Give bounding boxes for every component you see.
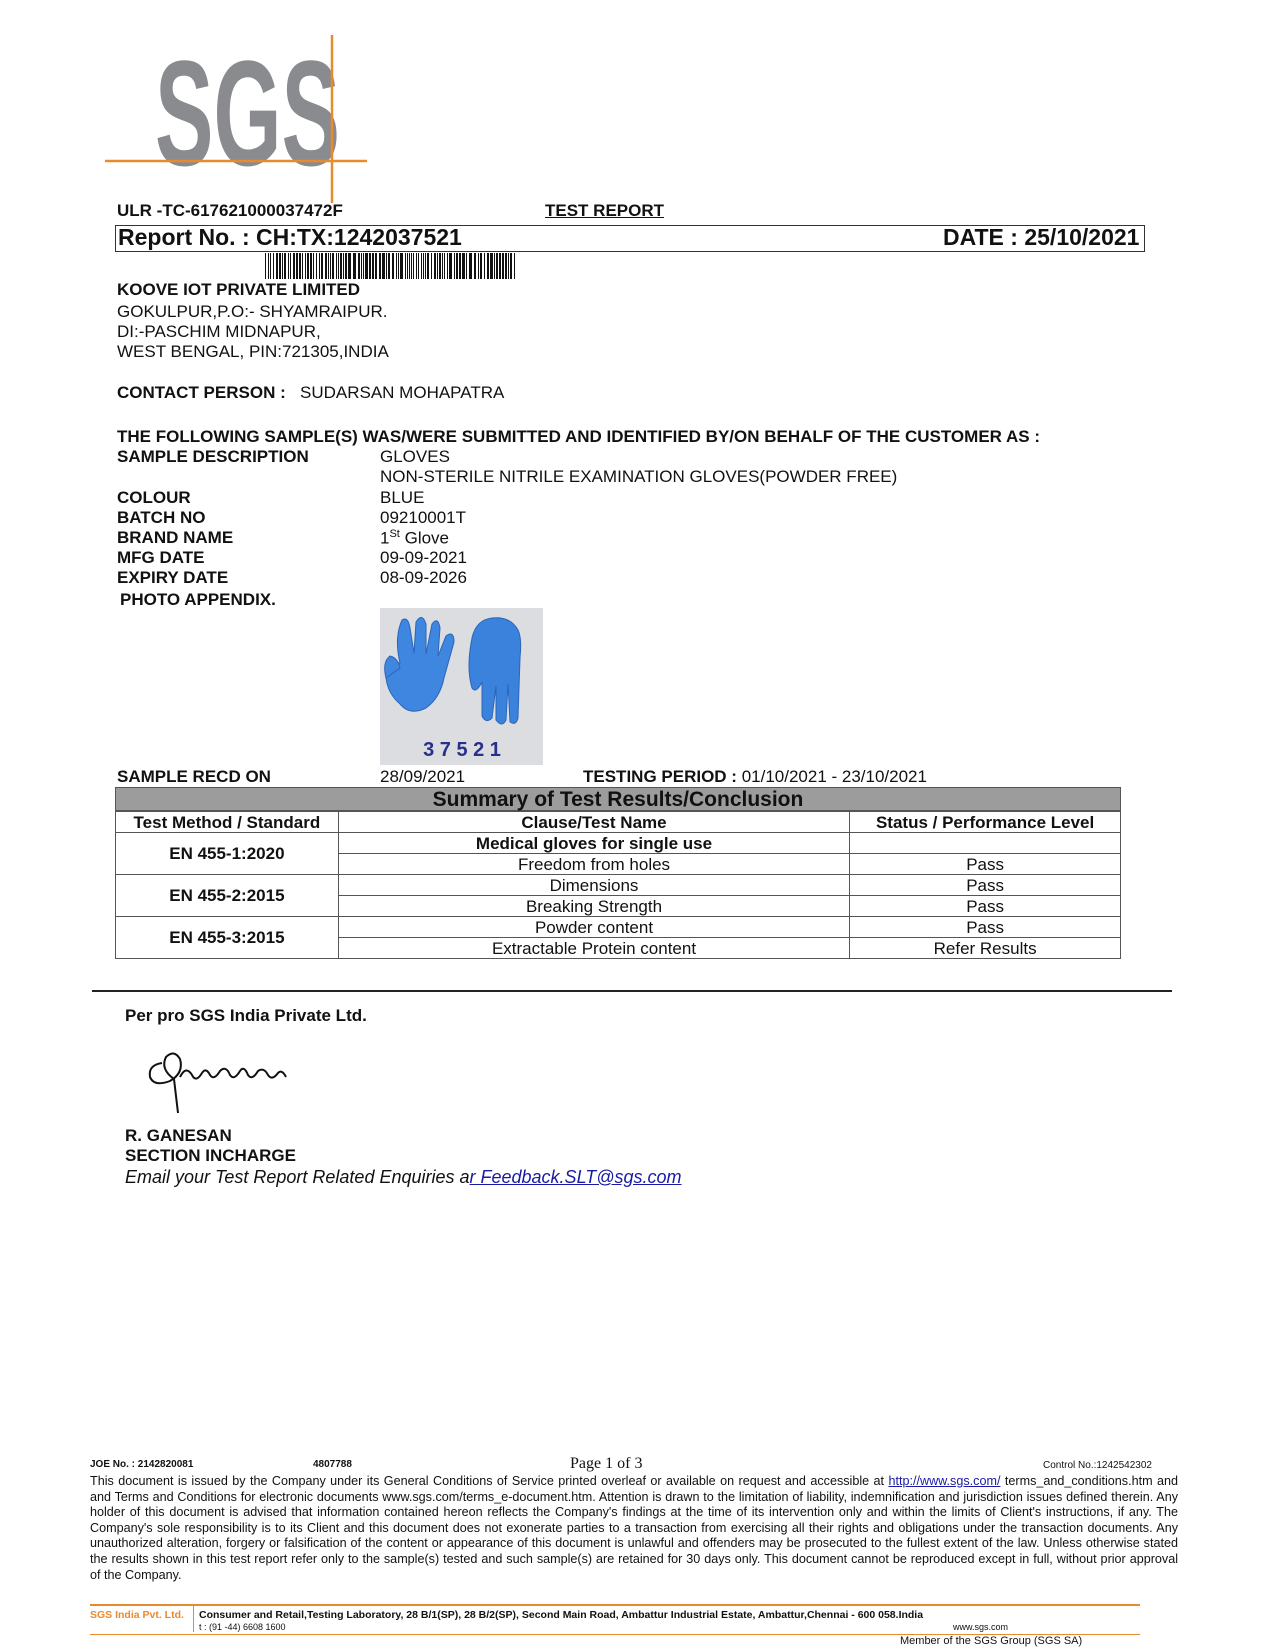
barcode-bar	[273, 253, 274, 279]
footer-rule	[90, 1604, 1140, 1606]
barcode-bar	[293, 253, 295, 279]
barcode-bar	[454, 253, 455, 279]
company-name: KOOVE IOT PRIVATE LIMITED	[117, 280, 361, 299]
barcode-bar	[386, 253, 387, 279]
barcode-bar	[499, 253, 501, 279]
barcode-bar	[480, 253, 482, 279]
batch-label: BATCH NO	[117, 508, 206, 527]
barcode-bar	[437, 253, 438, 279]
barcode-bar	[425, 253, 426, 279]
barcode-bar	[444, 253, 445, 279]
barcode-bar	[416, 253, 417, 279]
method-cell: EN 455-3:2015	[116, 917, 339, 959]
barcode-bar	[447, 253, 448, 279]
page-of: of	[613, 1455, 635, 1472]
website: www.sgs.com	[953, 1622, 1009, 1632]
barcode-bar	[494, 253, 495, 279]
barcode-bar	[462, 253, 465, 279]
email-enquiries	[125, 1167, 682, 1188]
batch-value: 09210001T	[380, 508, 467, 527]
barcode-bar	[276, 253, 278, 279]
barcode-bar	[487, 253, 489, 279]
brand-value-sup: St	[389, 528, 400, 540]
barcode-bar	[508, 253, 509, 279]
contact-person-label: CONTACT PERSON :	[117, 383, 286, 402]
section-divider	[92, 990, 1172, 992]
barcode-bar	[288, 253, 289, 279]
contact-person-value: SUDARSAN MOHAPATRA	[300, 383, 505, 402]
header-test-method: Test Method / Standard	[116, 812, 339, 833]
expiry-date-label: EXPIRY DATE	[117, 568, 229, 587]
barcode-bar	[505, 253, 507, 279]
clause-cell: Medical gloves for single use	[338, 833, 849, 854]
sgs-logo-text: SGS	[155, 29, 340, 197]
barcode-bar	[279, 253, 281, 279]
status-cell: Pass	[850, 875, 1121, 896]
page-indicator	[570, 1455, 642, 1473]
sample-photo	[380, 608, 543, 765]
clause-cell: Breaking Strength	[338, 896, 849, 917]
colour-value: BLUE	[380, 488, 425, 507]
barcode-bar	[299, 253, 301, 279]
barcode-bar	[375, 253, 377, 279]
report-number: Report No. : CH:TX:1242037521	[118, 224, 462, 250]
barcode-bar	[353, 253, 356, 279]
barcode-bar	[409, 253, 410, 279]
barcode-bar	[270, 253, 271, 279]
barcode-bar	[310, 253, 312, 279]
testing-period-value: 01/10/2021 - 23/10/2021	[736, 767, 927, 786]
email-link[interactable]: r Feedback.SLT@sgs.com	[469, 1167, 682, 1187]
barcode-bar	[313, 253, 314, 279]
sgs-logo	[105, 29, 395, 205]
barcode-bar	[343, 253, 344, 279]
disclaimer-rest: terms_and_conditions.htm and and Terms and Conditions for electronic documents www.sgs.com/terms_e-document.htm. Attention is drawn to the limitation of liability, indemnification and jurisdiction issues defined therein. Any holder of this document is advised that information contained hereon reflects the Company's findings at the time of its intervention only and within the limits of Client's instructions, if any. The Company's sole responsibility is to its Client and this document does not exonerate parties to a transaction from exercising all their rights and obligations under the transaction documents. Any unauthorized alteration, forgery or falsification of the content or appearance of this document is unlawful and offenders may be prosecuted to the fullest extent of the law. Unless otherwise stated the results shown in this test report refer only to the sample(s) tested and such sample(s) are retained for 30 days only. This document cannot be reproduced except in full, without prior approval of the Company.	[90, 1474, 1179, 1582]
barcode-bar	[439, 253, 441, 279]
address-line-2: DI:-PASCHIM MIDNAPUR,	[117, 322, 321, 341]
table-row	[116, 917, 1121, 938]
photo-appendix-label: PHOTO APPENDIX.	[120, 590, 276, 609]
brand-label: BRAND NAME	[117, 528, 234, 547]
barcode-bar	[336, 253, 337, 279]
email-text: Email your Test Report Related Enquiries a	[125, 1167, 470, 1187]
ulr-number: ULR -TC-617621000037472F	[117, 201, 343, 220]
sample-description-label: SAMPLE DESCRIPTION	[117, 447, 309, 466]
photo-number: 3 7 5 2 1	[423, 739, 501, 761]
testing-period	[583, 767, 927, 787]
signer-role: SECTION INCHARGE	[125, 1146, 296, 1165]
barcode-bar	[319, 253, 320, 279]
barcode-bar	[466, 253, 467, 279]
sample-description-detail: NON-STERILE NITRILE EXAMINATION GLOVES(POWDER FREE)	[380, 467, 898, 486]
barcode-bar	[284, 253, 286, 279]
disclaimer-start: This document is issued by the Company under its General Conditions of Service printed overleaf or available on request and accessible at	[90, 1474, 889, 1488]
barcode-bar	[400, 253, 403, 279]
barcode-bar	[496, 253, 498, 279]
summary-title: Summary of Test Results/Conclusion	[115, 787, 1121, 811]
barcode-bar	[358, 253, 360, 279]
barcode-bar	[411, 253, 412, 279]
barcode-bar	[388, 253, 390, 279]
barcode-bar	[382, 253, 385, 279]
barcode	[265, 253, 520, 279]
table-row	[116, 833, 1121, 854]
barcode-bar	[413, 253, 414, 279]
barcode-bar	[490, 253, 493, 279]
status-cell: Pass	[850, 917, 1121, 938]
clause-cell: Extractable Protein content	[338, 938, 849, 959]
terms-link[interactable]: http://www.sgs.com/	[888, 1474, 1001, 1488]
barcode-bar	[502, 253, 504, 279]
brand-value-rest: Glove	[399, 528, 450, 548]
barcode-bar	[418, 253, 419, 279]
barcode-bar	[459, 253, 461, 279]
expiry-date-value: 08-09-2026	[380, 568, 467, 587]
page-number: 1	[605, 1455, 614, 1472]
joe-secondary-number: 4807788	[313, 1459, 352, 1470]
table-header-row	[116, 812, 1121, 833]
barcode-bar	[456, 253, 458, 279]
barcode-bar	[302, 253, 303, 279]
barcode-bar	[469, 253, 472, 279]
barcode-bar	[431, 253, 432, 279]
barcode-bar	[363, 253, 364, 279]
barcode-bar	[332, 253, 334, 279]
signer-name: R. GANESAN	[125, 1126, 232, 1145]
clause-cell: Dimensions	[338, 875, 849, 896]
per-pro-line: Per pro SGS India Private Ltd.	[125, 1006, 367, 1025]
address-line-3: WEST BENGAL, PIN:721305,INDIA	[117, 342, 389, 361]
mfg-date-value: 09-09-2021	[380, 548, 467, 567]
barcode-bar	[372, 253, 374, 279]
barcode-bar	[434, 253, 436, 279]
joe-number: JOE No. : 2142820081	[90, 1459, 194, 1470]
testing-period-label: TESTING PERIOD :	[583, 767, 737, 786]
footer-separator	[193, 1606, 194, 1632]
address-line-1: GOKULPUR,P.O:- SHYAMRAIPUR.	[117, 302, 388, 321]
group-membership: Member of the SGS Group (SGS SA)	[900, 1635, 1083, 1647]
sgs-india-name: SGS India Pvt. Ltd.	[90, 1609, 184, 1621]
barcode-bar	[369, 253, 371, 279]
report-date: DATE : 25/10/2021	[943, 224, 1140, 250]
barcode-bar	[282, 253, 283, 279]
header-status: Status / Performance Level	[850, 812, 1121, 833]
barcode-bar	[268, 253, 269, 279]
disclaimer	[90, 1474, 1178, 1583]
status-cell: Pass	[850, 896, 1121, 917]
barcode-bar	[449, 253, 452, 279]
page-label: Page	[570, 1455, 606, 1472]
lab-address: Consumer and Retail,Testing Laboratory, 28 B/1(SP), 28 B/2(SP), Second Main Road, Ambattur Industrial Estate, Ambattur,Chennai - 600 058.India	[199, 1609, 924, 1621]
sample-intro: THE FOLLOWING SAMPLE(S) WAS/WERE SUBMITTED AND IDENTIFIED BY/ON BEHALF OF THE CUSTOMER AS :	[117, 427, 1041, 446]
brand-value-main: 1	[380, 528, 390, 548]
method-cell: EN 455-1:2020	[116, 833, 339, 875]
barcode-bar	[407, 253, 408, 279]
table-row	[116, 875, 1121, 896]
lab-phone: t : (91 -44) 6608 1600	[199, 1622, 286, 1632]
barcode-bar	[290, 253, 291, 279]
clause-cell: Freedom from holes	[338, 854, 849, 875]
method-cell: EN 455-2:2015	[116, 875, 339, 917]
brand-value	[380, 528, 449, 549]
barcode-bar	[330, 253, 331, 279]
colour-label: COLOUR	[117, 488, 191, 507]
barcode-bar	[316, 253, 317, 279]
barcode-bar	[510, 253, 512, 279]
barcode-bar	[340, 253, 342, 279]
mfg-date-label: MFG DATE	[117, 548, 205, 567]
barcode-bar	[296, 253, 298, 279]
barcode-bar	[392, 253, 394, 279]
barcode-bar	[345, 253, 347, 279]
barcode-bar	[321, 253, 323, 279]
barcode-bar	[423, 253, 424, 279]
sample-description-value: GLOVES	[380, 447, 450, 466]
document-title: TEST REPORT	[545, 201, 665, 220]
barcode-bar	[514, 253, 515, 279]
barcode-bar	[305, 253, 306, 279]
barcode-bar	[478, 253, 479, 279]
control-number: Control No.:1242542302	[1043, 1460, 1152, 1471]
barcode-bar	[379, 253, 381, 279]
barcode-bar	[361, 253, 362, 279]
barcode-bar	[398, 253, 399, 279]
barcode-bar	[265, 253, 266, 279]
results-table	[115, 811, 1121, 959]
signature	[140, 1035, 300, 1115]
page-total: 3	[634, 1455, 643, 1472]
barcode-bar	[421, 253, 422, 279]
status-cell	[850, 833, 1121, 854]
barcode-bar	[338, 253, 339, 279]
sample-received-value: 28/09/2021	[380, 767, 466, 786]
barcode-bar	[325, 253, 327, 279]
barcode-bar	[442, 253, 443, 279]
barcode-bar	[484, 253, 485, 279]
barcode-bar	[474, 253, 476, 279]
sample-received-label: SAMPLE RECD ON	[117, 767, 271, 786]
barcode-bar	[307, 253, 309, 279]
status-cell: Pass	[850, 854, 1121, 875]
header-clause: Clause/Test Name	[338, 812, 849, 833]
barcode-bar	[328, 253, 329, 279]
barcode-bar	[365, 253, 368, 279]
status-cell: Refer Results	[850, 938, 1121, 959]
barcode-bar	[405, 253, 406, 279]
barcode-bar	[348, 253, 351, 279]
clause-cell: Powder content	[338, 917, 849, 938]
barcode-bar	[396, 253, 397, 279]
barcode-bar	[427, 253, 429, 279]
